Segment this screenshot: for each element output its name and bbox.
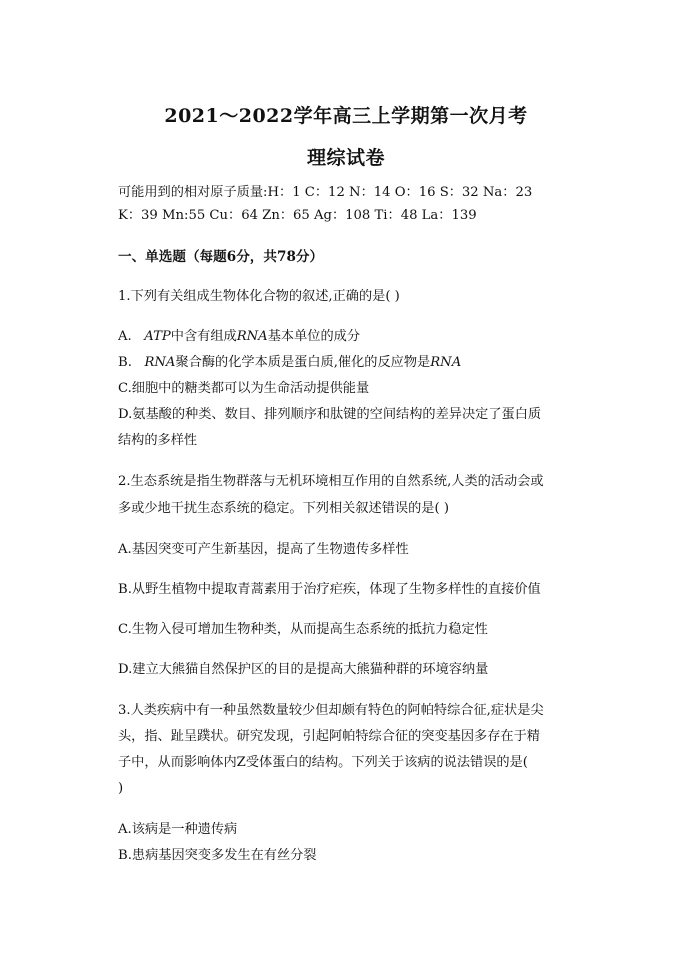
- question-2-option-d: D.建立大熊猫自然保护区的目的是提高大熊猫种群的环境容纳量: [118, 662, 489, 677]
- option-a-text-end: 基本单位的成分: [267, 329, 361, 344]
- section-heading: 一、单选题（每题6分，共78分）: [118, 249, 324, 265]
- question-1-option-b: [118, 354, 588, 372]
- question-2-stem-line-1: 2.生态系统是指生物群落与无机环境相互作用的自然系统,人类的活动会或: [118, 474, 544, 489]
- atomic-masses-line-2: K：39 Mn:55 Cu：64 Zn：65 Ag：108 Ti：48 La：139: [118, 208, 477, 223]
- question-3-stem-line-4: ): [118, 781, 124, 796]
- question-2-option-c: C.生物入侵可增加生物种类，从而提高生态系统的抵抗力稳定性: [118, 622, 488, 637]
- exam-title: 2021～2022学年高三上学期第一次月考: [164, 105, 528, 127]
- option-a-label: A.: [118, 329, 145, 344]
- option-a-text: 中含有组成: [170, 329, 237, 344]
- term-rna-end: RNA: [430, 355, 462, 370]
- question-2-stem-line-2: 多或少地干扰生态系统的稳定。下列相关叙述错误的是( ): [118, 501, 449, 516]
- question-3-option-b: B.患病基因突变多发生在有丝分裂: [118, 848, 317, 863]
- question-2-option-b: B.从野生植物中提取青蒿素用于治疗疟疾，体现了生物多样性的直接价值: [118, 582, 541, 597]
- question-1-option-d-line-2: 结构的多样性: [118, 433, 198, 448]
- question-2-option-a: A.基因突变可产生新基因，提高了生物遗传多样性: [118, 542, 409, 557]
- option-b-text: 聚合酶的化学本质是蛋白质,催化的反应物是: [175, 355, 431, 370]
- term-rna: RNA: [144, 355, 176, 370]
- question-3-stem-line-2: 头，指、趾呈蹼状。研究发现，引起阿帕特综合征的突变基因多存在于精: [118, 729, 540, 744]
- exam-subtitle: 理综试卷: [306, 147, 385, 169]
- question-3-stem-line-3: 子中，从而影响体内Z受体蛋白的结构。下列关于该病的说法错误的是(: [118, 755, 528, 770]
- question-1-option-a: [118, 328, 588, 346]
- question-1-stem: 1.下列有关组成生物体化合物的叙述,正确的是( ): [118, 289, 400, 304]
- question-1-option-d-line-1: D.氨基酸的种类、数目、排列顺序和肽键的空间结构的差异决定了蛋白质: [118, 407, 542, 422]
- atomic-masses-line-1: 可能用到的相对原子质量:H：1 C：12 N：14 O：16 S：32 Na：23: [118, 185, 533, 200]
- option-b-label: B.: [118, 355, 145, 370]
- term-atp: ATP: [144, 329, 171, 344]
- question-1-option-c: C.细胞中的糖类都可以为生命活动提供能量: [118, 381, 370, 396]
- term-rna: RNA: [236, 329, 268, 344]
- question-3-option-a: A.该病是一种遗传病: [118, 822, 238, 837]
- question-3-stem-line-1: 3.人类疾病中有一种虽然数量较少但却颇有特色的阿帕特综合征,症状是尖: [118, 703, 544, 718]
